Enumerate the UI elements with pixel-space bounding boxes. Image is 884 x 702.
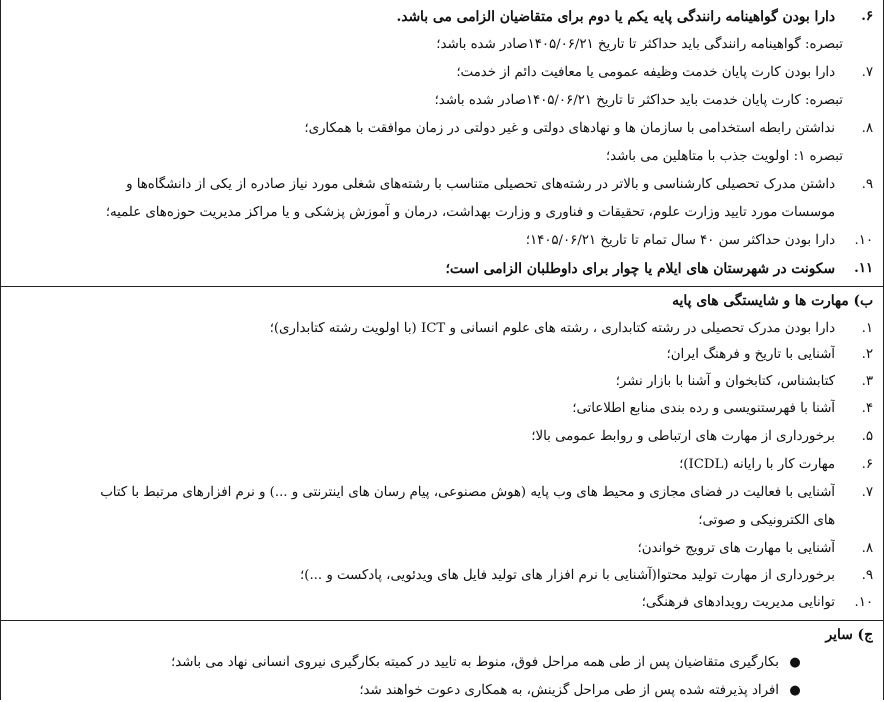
item-number: ۸. [861,121,873,136]
item-number: ۳. [861,374,873,389]
section-divider [1,286,883,287]
item-number: ۷. [861,485,873,500]
skill-online-line1: آشنایی با فعالیت در فضای مجازی و محیط های وب پایه (هوش مصنوعی، پیام رسان های اینترنتی و ...) و نرم افزارهای مرتبط با کتاب [100,485,835,500]
skill-content-production: برخورداری از مهارت تولید محتوا(آشنایی با نرم افزار های تولید فایل های ویدئویی، پادکست و ...)؛ [300,568,835,583]
bullet-icon: ● [789,683,801,698]
skill-cataloging: آشنا با فهرستنویسی و رده بندی منابع اطلاعاتی؛ [572,401,835,416]
skill-history-culture: آشنایی با تاریخ و فرهنگ ایران؛ [666,347,835,362]
item-number: ۵. [861,429,873,444]
item-number: ۹. [861,568,873,583]
skill-degree: دارا بودن مدرک تحصیلی در رشته کتابداری ، رشته های علوم انسانی و ICT (با اولویت رشته کتابداری)؛ [269,321,835,336]
requirement-military-service: دارا بودن کارت پایان خدمت وظیفه عمومی یا معافیت دائم از خدمت؛ [456,65,835,80]
item-number: ۹. [861,177,873,192]
skill-online-line2: های الکترونیکی و صوتی؛ [698,513,835,528]
requirement-degree-line1: داشتن مدرک تحصیلی کارشناسی و بالاتر در رشته‌های تحصیلی متناسب با رشته‌های شغلی مورد نیاز صادره از یکی از دانشگاه‌ها و [126,177,835,192]
item-number: ۷. [861,65,873,80]
item-number: ۱. [861,321,873,336]
skill-event-management: توانایی مدیریت رویدادهای فرهنگی؛ [641,595,835,610]
requirement-driving-license: دارا بودن گواهینامه رانندگی پایه یکم یا دوم برای متقاضیان الزامی می باشد. [396,9,835,25]
item-number: ۶. [861,457,873,472]
skill-computer: مهارت کار با رایانه (ICDL)؛ [679,457,835,472]
item-number: ۶. [861,9,873,24]
item-number: ۱۰. [854,595,873,610]
item-number: ۸. [861,541,873,556]
note-married-priority: تبصره ۱: اولویت جذب با متاهلین می باشد؛ [605,149,843,164]
item-number: ۱۰. [854,233,873,248]
requirement-residence: سکونت در شهرستان های ایلام یا چوار برای داوطلبان الزامی است؛ [445,261,835,277]
item-number: ۴. [861,401,873,416]
skill-bibliography: کتابشناس، کتابخوان و آشنا با بازار نشر؛ [615,374,835,389]
requirement-age: دارا بودن حداکثر سن ۴۰ سال تمام تا تاریخ ۱۴۰۵/۰۶/۲۱؛ [525,233,835,248]
note-military-service: تبصره: کارت پایان خدمت باید حداکثر تا تاریخ ۱۴۰۵/۰۶/۲۱صادر شده باشد؛ [434,93,843,108]
requirement-no-employment: نداشتن رابطه استخدامی با سازمان ها و نهادهای دولتی و غیر دولتی در زمان موافقت با همکاری؛ [304,121,835,136]
other-approval: بکارگیری متقاضیان پس از طی همه مراحل فوق، منوط به تایید در کمیته بکارگیری نیروی انسانی نهاد می باشد؛ [170,655,779,670]
item-number: ۱۱. [854,261,873,276]
section-divider [1,620,883,621]
section-b-heading: ب) مهارت ها و شایستگی های پایه [672,293,873,309]
other-invitation: افراد پذیرفته شده پس از طی مراحل گزینش، به همکاری دعوت خواهند شد؛ [359,683,779,698]
bullet-icon: ● [789,655,801,670]
item-number: ۲. [861,347,873,362]
skill-communication: برخورداری از مهارت های ارتباطی و روابط عمومی بالا؛ [531,429,835,444]
requirement-degree-line2: موسسات مورد تایید وزارت علوم، تحقیقات و فناوری و وزارت بهداشت، درمان و آموزش پزشکی و یا مراکز مدیریت حوزه‌های علمیه؛ [105,205,835,220]
note-driving-license: تبصره: گواهینامه رانندگی باید حداکثر تا تاریخ ۱۴۰۵/۰۶/۲۱صادر شده باشد؛ [436,37,843,52]
skill-reading-promotion: آشنایی با مهارت های ترویج خواندن؛ [637,541,835,556]
section-c-heading: ج) سایر [825,627,873,643]
